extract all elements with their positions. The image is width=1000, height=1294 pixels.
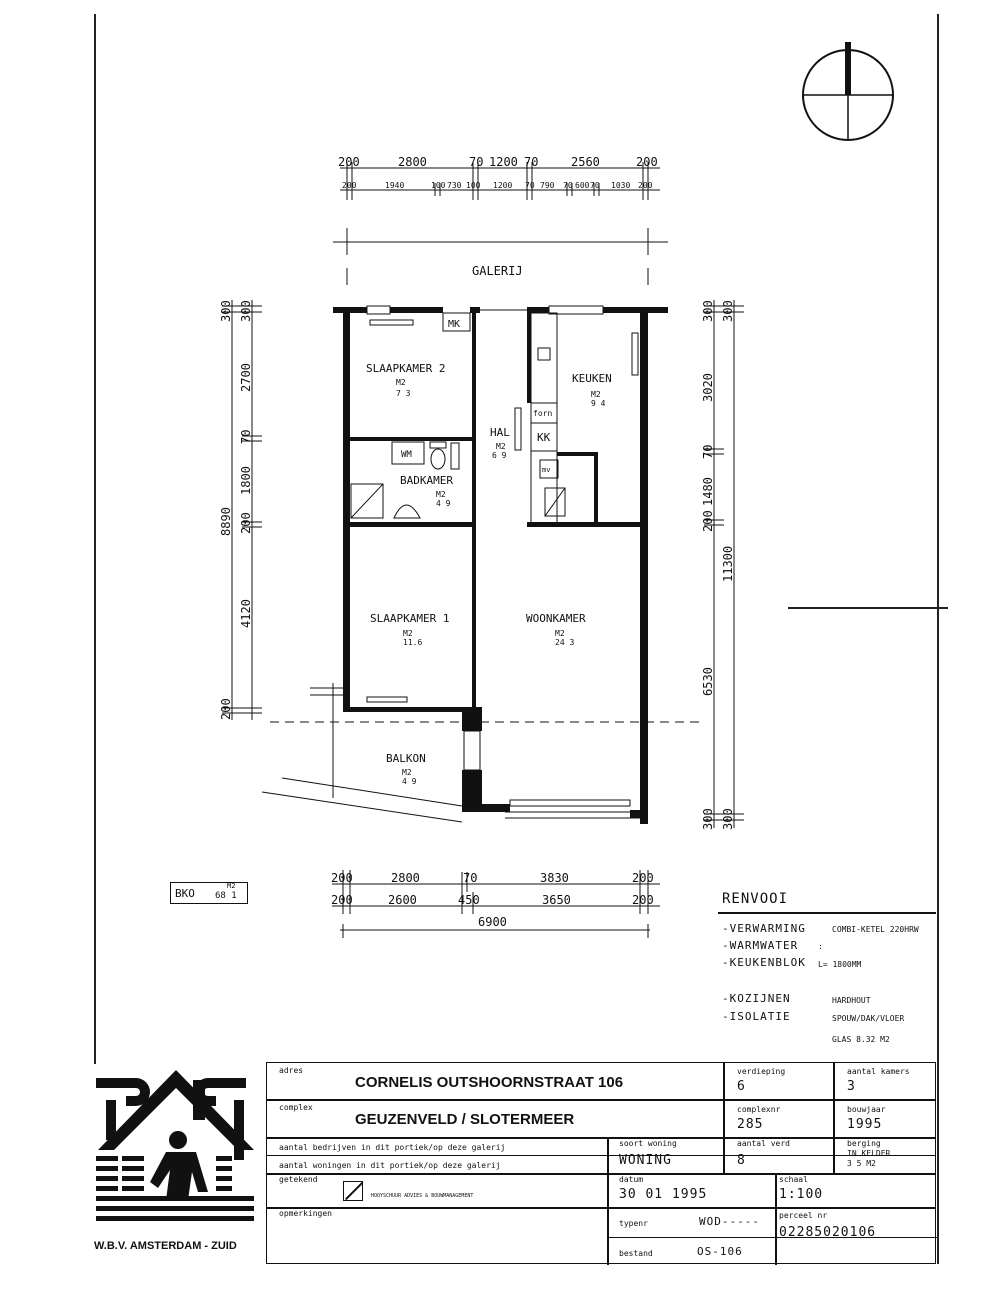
tb-verdieping: 6 bbox=[737, 1079, 746, 1094]
fixture-kk: KK bbox=[537, 431, 551, 444]
dim-top2-7: 70 bbox=[525, 181, 535, 190]
tb-typenr: WOD----- bbox=[699, 1215, 760, 1228]
renvooi-kozijnen-value: HARDHOUT bbox=[832, 996, 871, 1005]
dim-left-4: 70 bbox=[239, 429, 253, 444]
dim-top-3: 70 bbox=[469, 155, 484, 169]
tb-hline-5 bbox=[267, 1207, 935, 1209]
tb-datum-label: datum bbox=[619, 1175, 644, 1184]
dim-bottom-4: 3830 bbox=[540, 871, 569, 885]
wbv-logo bbox=[88, 1060, 263, 1232]
dim-right-4: 70 bbox=[701, 444, 715, 459]
dim-top-2: 2800 bbox=[398, 155, 427, 169]
dim-left-1: 300 bbox=[219, 300, 233, 322]
tb-verd: 8 bbox=[737, 1153, 746, 1168]
dim-top2-2: 1940 bbox=[385, 181, 405, 190]
tb-hline-1 bbox=[267, 1099, 935, 1101]
tb-vline-3 bbox=[607, 1137, 609, 1265]
galerij-label: GALERIJ bbox=[472, 264, 523, 278]
dim-bottom2-4: 3650 bbox=[542, 893, 571, 907]
room-hal-area: 6 9 bbox=[492, 451, 507, 460]
tb-kamers: 3 bbox=[847, 1079, 856, 1094]
tb-verd-label: aantal verd bbox=[737, 1139, 790, 1148]
tb-bouwjaar-label: bouwjaar bbox=[847, 1105, 886, 1114]
dim-right-total: 11300 bbox=[721, 545, 735, 582]
bko-box bbox=[170, 882, 248, 904]
tb-complexnr-label: complexnr bbox=[737, 1105, 781, 1114]
room-badkamer-unit: M2 bbox=[436, 490, 446, 499]
dim-top2-12: 1030 bbox=[611, 181, 631, 190]
renvooi-verwarming-label: -VERWARMING bbox=[722, 922, 806, 935]
room-slaapkamer2-unit: M2 bbox=[396, 378, 406, 387]
dim-bottom-2: 2800 bbox=[391, 871, 420, 885]
tb-hline-2 bbox=[267, 1137, 935, 1139]
dim-top-7: 200 bbox=[636, 155, 658, 169]
dim-bottom2-2: 2600 bbox=[388, 893, 417, 907]
tb-woningen-label: aantal woningen in dit portiek/op deze galerij bbox=[279, 1161, 501, 1170]
room-keuken-name: KEUKEN bbox=[572, 372, 612, 385]
room-balkon-area: 4 9 bbox=[402, 777, 417, 786]
renvooi-rule bbox=[718, 912, 936, 914]
room-balkon-unit: M2 bbox=[402, 768, 412, 777]
tb-getekend-label: getekend bbox=[279, 1175, 318, 1184]
room-badkamer-area: 4 9 bbox=[436, 499, 451, 508]
logo-text: W.B.V. AMSTERDAM - ZUID bbox=[94, 1240, 237, 1252]
renvooi-warmwater-value: : bbox=[818, 942, 823, 951]
tb-getekend: HOOYSCHUUR ADVIES & BOUWMANAGEMENT bbox=[371, 1193, 474, 1199]
dim-top2-13: 200 bbox=[638, 181, 653, 190]
tb-schaal-label: schaal bbox=[779, 1175, 808, 1184]
room-slaapkamer1-area: 11.6 bbox=[403, 638, 423, 647]
dim-left-8: 200 bbox=[219, 698, 233, 720]
dim-right-2: 300 bbox=[721, 300, 735, 322]
fixture-mv: mv bbox=[542, 466, 551, 474]
bko-label: BKO bbox=[175, 887, 195, 900]
tb-datum: 30 01 1995 bbox=[619, 1187, 708, 1202]
tb-adres: CORNELIS OUTSHOORNSTRAAT 106 bbox=[355, 1074, 624, 1091]
tb-berging-1: IN KELDER bbox=[847, 1149, 891, 1158]
dim-bottom2-1: 200 bbox=[331, 893, 353, 907]
dim-top2-10: 600 bbox=[575, 181, 590, 190]
dim-left-5: 1800 bbox=[239, 466, 253, 495]
room-balkon-name: BALKON bbox=[386, 752, 426, 765]
tb-soort-label: soort woning bbox=[619, 1139, 677, 1148]
room-keuken-area: 9 4 bbox=[591, 399, 606, 408]
dim-right-5: 1480 bbox=[701, 477, 715, 506]
room-slaapkamer1-name: SLAAPKAMER 1 bbox=[370, 612, 450, 625]
tb-kamers-label: aantal kamers bbox=[847, 1067, 910, 1076]
renvooi-glas: GLAS 8.32 M2 bbox=[832, 1035, 890, 1044]
dim-left-total: 8890 bbox=[219, 507, 233, 536]
dim-right-3: 3020 bbox=[701, 373, 715, 402]
dim-left-3: 2700 bbox=[239, 363, 253, 392]
dim-right-7: 6530 bbox=[701, 667, 715, 696]
dim-bottom-total: 6900 bbox=[478, 915, 507, 929]
dim-top-5: 70 bbox=[524, 155, 539, 169]
room-keuken-unit: M2 bbox=[591, 390, 601, 399]
dim-top2-8: 790 bbox=[540, 181, 555, 190]
dim-right-6: 200 bbox=[701, 510, 715, 532]
room-badkamer-name: BADKAMER bbox=[400, 474, 453, 487]
dim-right-9: 300 bbox=[721, 808, 735, 830]
dim-top2-3: 100 bbox=[431, 181, 446, 190]
renvooi-keukenblok-label: -KEUKENBLOK bbox=[722, 956, 806, 969]
renvooi-verwarming-value: COMBI-KETEL 220HRW bbox=[832, 925, 919, 934]
dim-left-7: 4120 bbox=[239, 599, 253, 628]
dim-bottom2-5: 200 bbox=[632, 893, 654, 907]
dim-bottom-3: 70 bbox=[463, 871, 478, 885]
tb-perceel: 02285020106 bbox=[779, 1225, 877, 1240]
dim-top2-11: 70 bbox=[590, 181, 600, 190]
title-block bbox=[266, 1062, 936, 1264]
tb-perceel-label: perceel nr bbox=[779, 1211, 828, 1220]
room-woonkamer-area: 24 3 bbox=[555, 638, 575, 647]
tb-typenr-label: typenr bbox=[619, 1219, 648, 1228]
tb-verdieping-label: verdieping bbox=[737, 1067, 786, 1076]
renvooi-warmwater-label: -WARMWATER bbox=[722, 939, 799, 952]
renvooi-keukenblok-value: L= 1800MM bbox=[818, 960, 862, 969]
tb-berging-2: 3 5 M2 bbox=[847, 1159, 876, 1168]
tb-vline-4 bbox=[775, 1173, 777, 1265]
tb-bestand: OS-106 bbox=[697, 1245, 743, 1258]
dim-right-8: 300 bbox=[701, 808, 715, 830]
tb-hline-3 bbox=[267, 1155, 935, 1156]
dim-right-1: 300 bbox=[701, 300, 715, 322]
renvooi-isolatie-value: SPOUW/DAK/VLOER bbox=[832, 1014, 905, 1023]
tb-getekend-logo-stroke bbox=[345, 1182, 363, 1200]
room-slaapkamer2-area: 7 3 bbox=[396, 389, 411, 398]
tb-complexnr: 285 bbox=[737, 1117, 764, 1132]
dim-top2-1: 200 bbox=[342, 181, 357, 190]
dim-top2-6: 1200 bbox=[493, 181, 513, 190]
tb-hline-6 bbox=[607, 1237, 937, 1238]
tb-hline-4 bbox=[267, 1173, 935, 1175]
dim-bottom-1: 200 bbox=[331, 871, 353, 885]
dim-left-2: 300 bbox=[239, 300, 253, 322]
room-slaapkamer2-name: SLAAPKAMER 2 bbox=[366, 362, 446, 375]
tb-complex-label: complex bbox=[279, 1103, 313, 1112]
room-slaapkamer1-unit: M2 bbox=[403, 629, 413, 638]
renvooi-list bbox=[722, 922, 937, 1062]
tb-vline-1 bbox=[723, 1063, 725, 1173]
tb-getekend-logo-icon bbox=[343, 1181, 363, 1201]
dim-top-4: 1200 bbox=[489, 155, 518, 169]
dim-top2-5: 100 bbox=[466, 181, 481, 190]
tb-complex: GEUZENVELD / SLOTERMEER bbox=[355, 1111, 575, 1128]
renvooi-isolatie-label: -ISOLATIE bbox=[722, 1010, 791, 1023]
fixture-wm: WM bbox=[401, 450, 412, 460]
dim-bottom-5: 200 bbox=[632, 871, 654, 885]
room-woonkamer-name: WOONKAMER bbox=[526, 612, 586, 625]
dim-left-6: 200 bbox=[239, 512, 253, 534]
tb-schaal: 1:100 bbox=[779, 1187, 824, 1202]
dim-top-1: 200 bbox=[338, 155, 360, 169]
renvooi-kozijnen-label: -KOZIJNEN bbox=[722, 992, 791, 1005]
tb-bedrijven-label: aantal bedrijven in dit portiek/op deze galerij bbox=[279, 1143, 506, 1152]
dim-top2-9: 70 bbox=[563, 181, 573, 190]
room-hal-unit: M2 bbox=[496, 442, 506, 451]
renvooi-title: RENVOOI bbox=[722, 891, 789, 907]
fixture-forn: forn bbox=[533, 409, 553, 418]
room-hal-name: HAL bbox=[490, 426, 510, 439]
dim-top2-4: 730 bbox=[447, 181, 462, 190]
fixture-mk: MK bbox=[448, 319, 461, 330]
bko-value: 68 1 bbox=[215, 891, 237, 901]
tb-bestand-label: bestand bbox=[619, 1249, 653, 1258]
tb-adres-label: adres bbox=[279, 1066, 304, 1075]
tb-vline-2 bbox=[833, 1063, 835, 1173]
bko-unit: M2 bbox=[227, 882, 236, 890]
dim-top-6: 2560 bbox=[571, 155, 600, 169]
tb-bouwjaar: 1995 bbox=[847, 1117, 883, 1132]
tb-berging-label: berging bbox=[847, 1139, 881, 1148]
tb-soort: WONING bbox=[619, 1153, 672, 1168]
room-woonkamer-unit: M2 bbox=[555, 629, 565, 638]
dim-bottom2-3: 450 bbox=[458, 893, 480, 907]
tb-opmerkingen-label: opmerkingen bbox=[279, 1209, 332, 1218]
